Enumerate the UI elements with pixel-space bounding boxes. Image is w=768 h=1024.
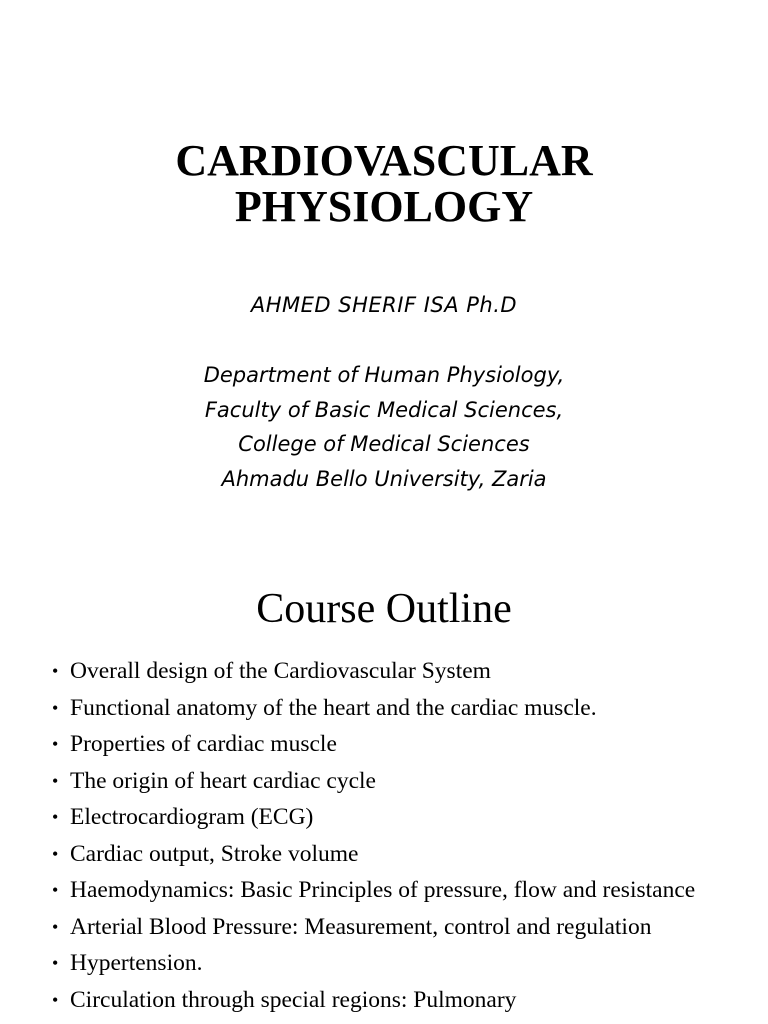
- title-line-1: CARDIOVASCULAR: [175, 136, 593, 185]
- list-item-text: Properties of cardiac muscle: [70, 731, 337, 757]
- list-item: [50, 658, 750, 685]
- list-item: [50, 731, 750, 758]
- list-item: [50, 695, 750, 722]
- bullet-icon: •: [52, 843, 59, 864]
- list-item-text: Haemodynamics: Basic Principles of pressure, flow and resistance: [70, 877, 696, 903]
- list-item: [50, 841, 750, 868]
- bullet-icon: •: [52, 807, 59, 827]
- bullet-icon: •: [52, 770, 59, 791]
- list-item-text: Hypertension.: [70, 950, 203, 976]
- list-item-text: Cardiac output, Stroke volume: [70, 840, 359, 867]
- list-item-text: Arterial Blood Pressure: Measurement, control and regulation: [70, 913, 652, 940]
- list-item: [50, 914, 750, 941]
- author-name: AHMED SHERIF ISA Ph.D: [250, 293, 518, 317]
- list-item-text: The origin of heart cardiac cycle: [70, 767, 376, 794]
- bullet-icon: •: [52, 734, 59, 754]
- affiliation-department: Department of Human Physiology,: [203, 363, 565, 387]
- list-item: [50, 877, 750, 904]
- list-item: [50, 987, 750, 1014]
- list-item: [50, 768, 750, 795]
- list-item-text: Circulation through special regions: Pulmonary: [70, 986, 517, 1013]
- list-item-text: Functional anatomy of the heart and the cardiac muscle.: [70, 694, 597, 721]
- course-outline-list: [50, 658, 750, 1023]
- bullet-icon: •: [52, 697, 59, 718]
- list-item: [50, 950, 750, 977]
- bullet-icon: •: [52, 916, 59, 937]
- bullet-icon: •: [52, 661, 59, 681]
- affiliation-faculty: Faculty of Basic Medical Sciences,: [204, 397, 564, 422]
- affiliation-block: [0, 358, 768, 496]
- list-item-text: Electrocardiogram (ECG): [70, 804, 314, 830]
- bullet-icon: •: [52, 953, 59, 973]
- affiliation-college: College of Medical Sciences: [238, 432, 530, 456]
- course-outline-heading: Course Outline: [256, 586, 512, 632]
- list-item-text: Overall design of the Cardiovascular System: [70, 658, 491, 684]
- list-item: [50, 804, 750, 831]
- slide-title: [0, 138, 768, 230]
- bullet-icon: •: [52, 880, 59, 900]
- bullet-icon: •: [52, 989, 59, 1010]
- title-line-2: PHYSIOLOGY: [234, 182, 534, 231]
- affiliation-university: Ahmadu Bello University, Zaria: [221, 466, 547, 491]
